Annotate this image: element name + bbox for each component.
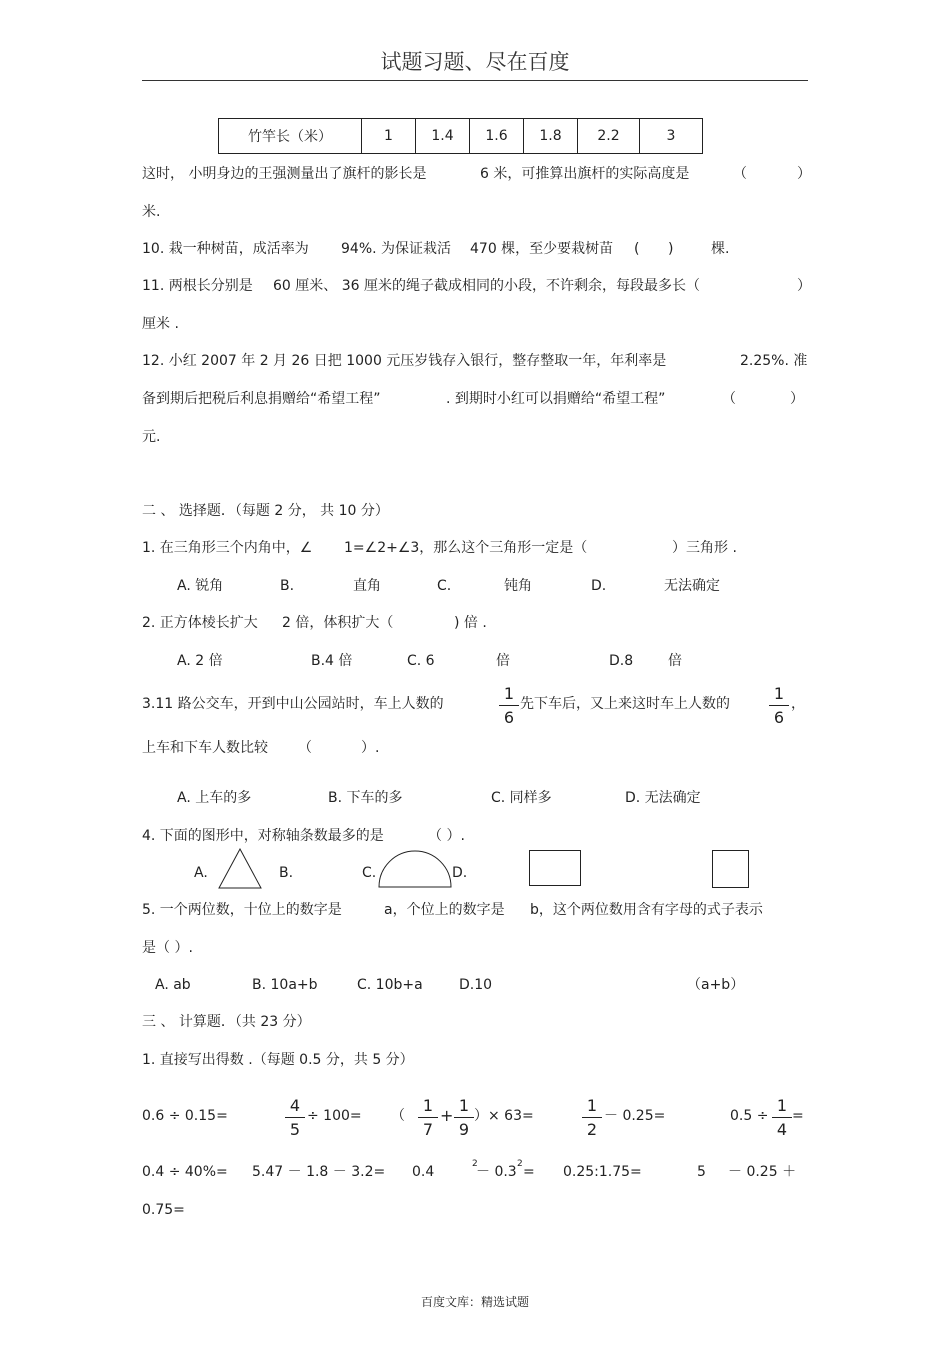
p2-q4-option-b: B.: [279, 865, 294, 881]
fraction-numerator: 1: [458, 1096, 470, 1115]
fraction-denominator: 6: [503, 708, 515, 727]
table-row: [219, 119, 703, 154]
q12-text: 12. 小红 2007 年 2 月 26 日把 1000 元压岁钱存入银行，整存整取一年，年利率是: [142, 353, 667, 369]
q10-text: 94%. 为保证栽活: [341, 241, 452, 257]
p2-q5-option-c: C. 10b+a: [357, 977, 423, 993]
fraction: [582, 1098, 602, 1138]
p2-q1-option-d: D.: [591, 578, 607, 594]
p2-q5-option-a: A. ab: [155, 977, 191, 993]
p2-q3-option-c: C. 同样多: [491, 790, 552, 806]
q12-text: . 到期时小红可以捐赠给“希望工程”: [446, 391, 666, 407]
fraction-denominator: 6: [773, 708, 785, 727]
calc-equals: =: [792, 1108, 804, 1124]
bamboo-length-table: [218, 118, 703, 154]
q11-text: 11. 两根长分别是: [142, 278, 253, 294]
q9-value: 6 米，可推算出旗杆的实际高度是: [480, 166, 690, 182]
fraction-numerator: 1: [773, 684, 785, 703]
fraction-denominator: 2: [586, 1120, 598, 1139]
q12-text: 备到期后把税后利息捐赠给“希望工程”: [142, 391, 381, 407]
p2-q2-text: ) 倍 .: [454, 615, 487, 631]
p2-q2-text: 2. 正方体棱长扩大: [142, 615, 258, 631]
p2-q2-option-c-text: 倍: [496, 653, 510, 669]
fraction-denominator: 7: [422, 1120, 434, 1139]
table-cell-label: 竹竿长（米）: [219, 119, 362, 154]
fraction-bar: [582, 1117, 602, 1118]
p2-q3-option-b: B. 下车的多: [328, 790, 403, 806]
p2-q4-option-d: D.: [452, 865, 468, 881]
fraction-bar: [499, 705, 519, 706]
section-heading-calc: 三 、 计算题．（共 23 分）: [142, 1014, 311, 1030]
semicircle-shape: [378, 849, 452, 888]
p2-q1-option-c-text: 钝角: [504, 578, 532, 594]
fraction: [285, 1098, 305, 1138]
fraction-denominator: 9: [458, 1120, 470, 1139]
fraction-numerator: 1: [586, 1096, 598, 1115]
fraction-numerator: 1: [422, 1096, 434, 1115]
calc-expression: 0.5 ÷: [730, 1108, 769, 1124]
exponent: 2: [472, 1159, 478, 1169]
table-cell: 2.2: [578, 119, 640, 154]
q10-text: 470 棵，至少要栽树苗: [470, 241, 614, 257]
fraction: [418, 1098, 438, 1138]
fraction-bar: [772, 1117, 792, 1118]
table-cell: 1.6: [470, 119, 524, 154]
q9-text: 这时， 小明身边的王强测量出了旗杆的影长是: [142, 166, 427, 182]
p2-q5-text: 是（ ）.: [142, 940, 193, 956]
fraction: [772, 1098, 792, 1138]
square-shape: [712, 850, 749, 888]
q10-blank-open: (: [634, 241, 640, 257]
calc-expression: ）× 63=: [474, 1108, 534, 1124]
p2-q1-option-a: A. 锐角: [177, 578, 224, 594]
table-cell: 3: [640, 119, 703, 154]
rectangle-shape: [529, 850, 581, 886]
p2-q1-text: 1. 在三角形三个内角中，∠: [142, 540, 313, 556]
fraction: [499, 686, 519, 726]
q12-text: 2.25%. 准: [740, 353, 808, 369]
p2-q4-blank: （ ）.: [428, 828, 465, 844]
fraction: [454, 1098, 474, 1138]
p2-q2-option-a: A. 2 倍: [177, 653, 223, 669]
calc-expression: 0.4 ÷ 40%=: [142, 1164, 228, 1180]
p2-q1-option-b-text: 直角: [353, 578, 381, 594]
fraction-bar: [454, 1117, 474, 1118]
fraction-numerator: 1: [776, 1096, 788, 1115]
q9-blank-open: （: [733, 166, 747, 182]
q11-unit: 厘米 .: [142, 316, 179, 332]
p2-q4-option-a: A.: [194, 865, 208, 881]
p2-q1-option-c: C.: [437, 578, 452, 594]
p2-q2-option-d-text: 倍: [668, 653, 682, 669]
calc-paren: （: [391, 1108, 405, 1124]
exponent: 2: [517, 1159, 523, 1169]
p2-q5-option-d: D.10: [459, 977, 493, 993]
fraction-bar: [418, 1117, 438, 1118]
q10-blank-close: ): [668, 241, 674, 257]
fraction: [769, 686, 789, 726]
q10-text: 10. 栽一种树苗，成活率为: [142, 241, 309, 257]
p2-q3-blank-close: ）.: [361, 740, 380, 756]
p2-q2-option-c: C. 6: [407, 653, 435, 669]
p2-q5-text: a，个位上的数字是: [384, 902, 505, 918]
calc-expression: － 0.25 ＋: [728, 1164, 797, 1180]
p2-q3-text: 先下车后，又上来这时车上人数的: [520, 696, 730, 712]
p2-q5-option-b: B. 10a+b: [252, 977, 318, 993]
calc-equals: =: [523, 1164, 535, 1180]
p2-q4-option-c: C.: [362, 865, 377, 881]
p2-q2-option-d: D.8: [609, 653, 634, 669]
calc-expression: 5: [697, 1164, 706, 1180]
p2-q5-text: b，这个两位数用含有字母的式子表示: [530, 902, 763, 918]
p2-q5-option-d-text: （a+b）: [687, 977, 745, 993]
fraction-bar: [769, 705, 789, 706]
p2-q3-text: 上车和下车人数比较: [142, 740, 268, 756]
q9-unit: 米.: [142, 204, 161, 220]
q11-text: 60 厘米、 36 厘米的绳子截成相同的小段，不许剩余，每段最多长（: [273, 278, 700, 294]
fraction-bar: [285, 1117, 305, 1118]
p2-q3-option-d: D. 无法确定: [625, 790, 701, 806]
page-header-title: 试题习题、尽在百度: [380, 50, 570, 74]
p2-q4-text: 4. 下面的图形中，对称轴条数最多的是: [142, 828, 384, 844]
p2-q3-comma: ，: [791, 696, 805, 712]
q12-blank-close: ）: [790, 391, 804, 407]
p2-q5-text: 5. 一个两位数，十位上的数字是: [142, 902, 342, 918]
q11-blank-close: ）: [797, 278, 811, 294]
header-rule: [142, 80, 808, 81]
q10-unit: 棵.: [711, 241, 730, 257]
p2-q1-option-d-text: 无法确定: [664, 578, 720, 594]
calc-expression: ÷ 100=: [307, 1108, 362, 1124]
triangle-shape: [218, 848, 262, 889]
p2-q3-text: 3.11 路公交车，开到中山公园站时，车上人数的: [142, 696, 444, 712]
p2-q1-text: ）三角形 .: [672, 540, 737, 556]
fraction-denominator: 5: [289, 1120, 301, 1139]
p3-q1-title: 1. 直接写出得数 .（每题 0.5 分，共 5 分）: [142, 1052, 414, 1068]
calc-expression: 0.4: [412, 1164, 435, 1180]
p2-q1-text: 1=∠2+∠3，那么这个三角形一定是（: [344, 540, 588, 556]
fraction-denominator: 4: [776, 1120, 788, 1139]
fraction-numerator: 1: [503, 684, 515, 703]
calc-expression: － 0.3: [476, 1164, 517, 1180]
p2-q2-text: 2 倍，体积扩大（: [282, 615, 394, 631]
p2-q1-option-b: B.: [280, 578, 295, 594]
q12-unit: 元.: [142, 429, 161, 445]
calc-expression: － 0.25=: [604, 1108, 666, 1124]
table-cell: 1.8: [524, 119, 578, 154]
table-cell: 1: [362, 119, 416, 154]
calc-expression: 0.25:1.75=: [563, 1164, 642, 1180]
p2-q3-option-a: A. 上车的多: [177, 790, 252, 806]
calc-plus: +: [440, 1106, 454, 1125]
p2-q2-option-b: B.4 倍: [311, 653, 353, 669]
calc-expression: 0.6 ÷ 0.15=: [142, 1108, 228, 1124]
q9-blank-close: ）: [797, 166, 811, 182]
page-footer: 百度文库：精选试题: [420, 1295, 529, 1309]
table-cell: 1.4: [416, 119, 470, 154]
section-heading-choice: 二 、 选择题．（每题 2 分， 共 10 分）: [142, 503, 389, 519]
calc-expression: 5.47 － 1.8 － 3.2=: [252, 1164, 386, 1180]
p2-q3-blank-open: （: [298, 740, 312, 756]
calc-expression: 0.75=: [142, 1202, 185, 1218]
q12-blank-open: （: [722, 391, 736, 407]
fraction-numerator: 4: [289, 1096, 301, 1115]
